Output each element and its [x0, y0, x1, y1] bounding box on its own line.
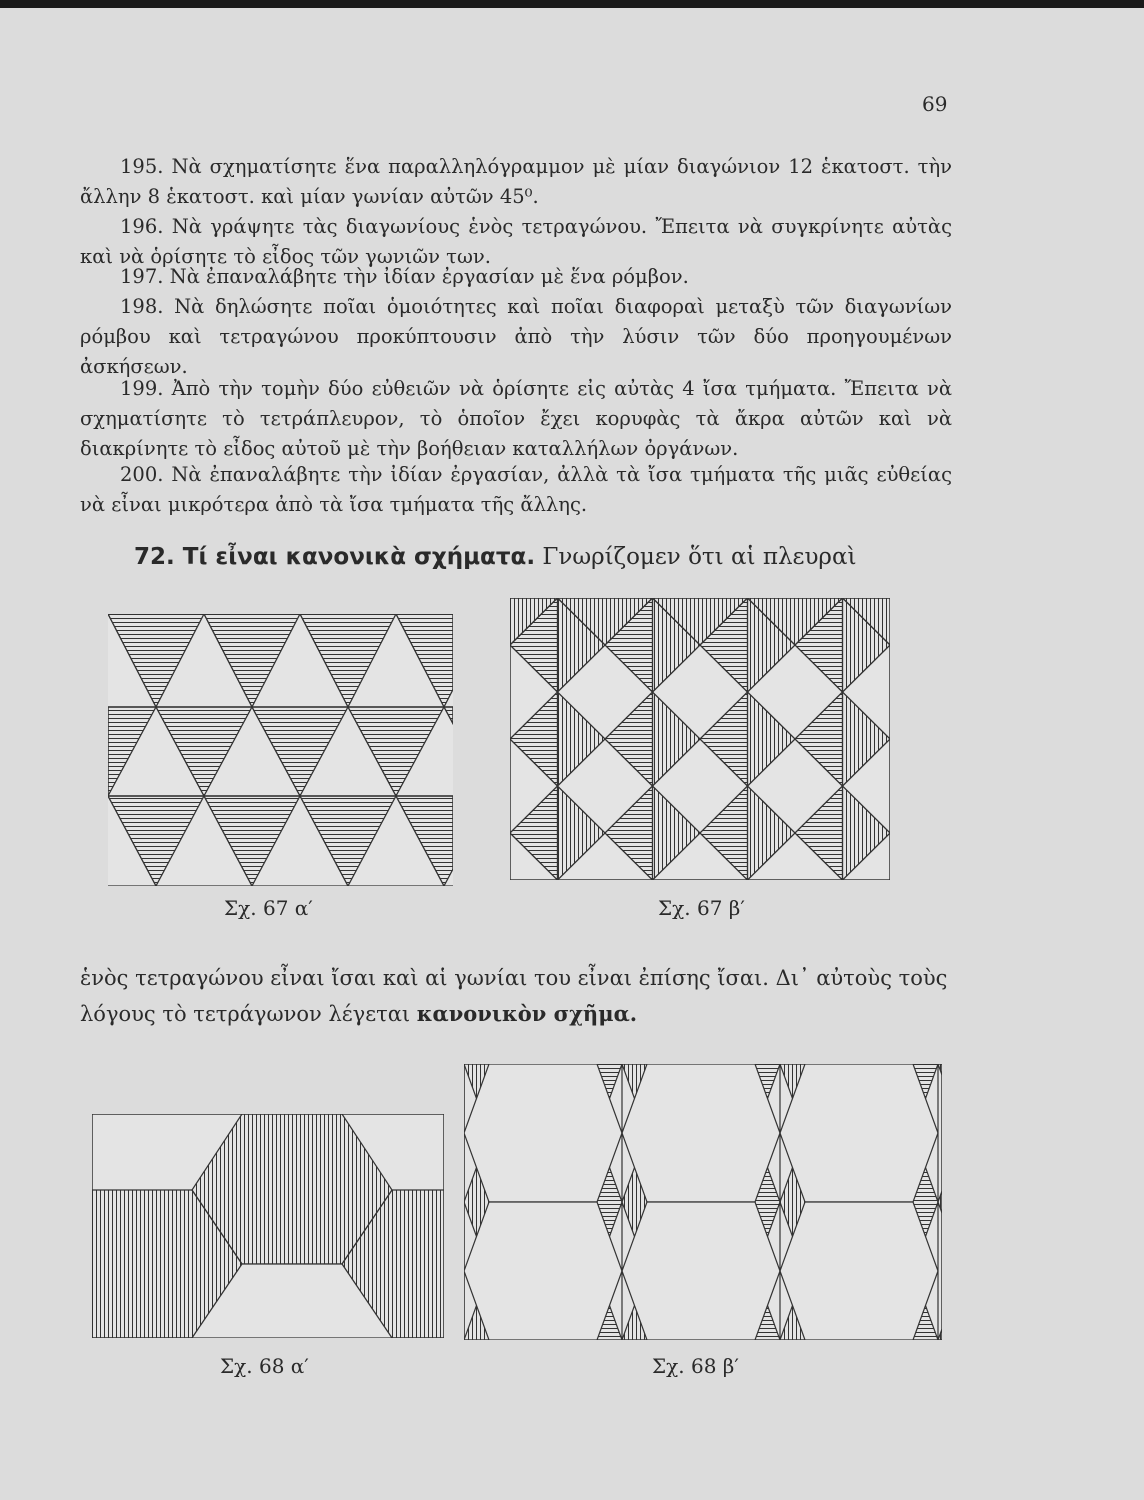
figure-68a-hexagon-strip	[92, 1114, 444, 1338]
exercise-number: 200.	[120, 463, 164, 486]
continuation-text: ἑνὸς τετραγώνου εἶναι ἴσαι καὶ αἱ γωνίαι του εἶναι ἐπίσης ἴσαι. Δι᾽ αὐτοὺς τοὺς λόγους τὸ τετράγωνον λέγεται	[80, 966, 948, 1026]
exercise-199	[80, 374, 952, 464]
exercise-number: 195.	[120, 155, 164, 178]
exercise-198	[80, 292, 952, 382]
caption-fig-67a: Σχ. 67 α′	[224, 896, 313, 920]
figure-68b-hexagon-tiling	[464, 1064, 942, 1340]
exercise-text: Νὰ ἐπαναλάβητε τὴν ἰδίαν ἐργασίαν, ἀλλὰ τὰ ἴσα τμήματα τῆς μιᾶς εὐθείας νὰ εἶναι μικρότερα ἀπὸ τὰ ἴσα τμήματα τῆς ἄλλης.	[80, 463, 952, 516]
exercise-number: 199.	[120, 377, 164, 400]
scan-top-border	[0, 0, 1144, 8]
exercise-195	[80, 152, 952, 212]
hexagon	[780, 1202, 938, 1340]
figure-67a-triangle-tiling	[108, 614, 453, 886]
hexagon	[780, 1064, 938, 1202]
hexagon	[464, 1202, 622, 1340]
exercise-text: Νὰ δηλώσητε ποῖαι ὁμοιότητες καὶ ποῖαι διαφοραὶ μεταξὺ τῶν διαγωνίων ρόμβου καὶ τετραγώνου προκύπτουσιν ἀπὸ τὴν λύσιν τῶν δύο προηγουμένων ἀσκήσεων.	[80, 295, 952, 378]
figure-67b-diamond-tiling	[510, 598, 890, 880]
exercise-number: 197.	[120, 265, 164, 288]
section-intro: Γνωρίζομεν ὅτι αἱ πλευραὶ	[542, 544, 857, 570]
exercise-text: Νὰ σχηματίσητε ἕνα παραλληλόγραμμον μὲ μίαν διαγώνιον 12 ἑκατοστ. τὴν ἄλλην 8 ἑκατοστ. καὶ μίαν γωνίαν αὐτῶν 45⁰.	[80, 155, 953, 208]
exercise-number: 198.	[120, 295, 164, 318]
exercise-text: Ἀπὸ τὴν τομὴν δύο εὐθειῶν νὰ ὁρίσητε εἰς αὐτὰς 4 ἴσα τμήματα. Ἔπειτα νὰ σχηματίσητε τὸ τετράπλευρον, τὸ ὁποῖον ἔχει κορυφὰς τὰ ἄκρα αὐτῶν καὶ νὰ διακρίνητε τὸ εἶδος αὐτοῦ μὲ τὴν βοήθειαν καταλλήλων ὀργάνων.	[80, 377, 952, 460]
page-number: 69	[922, 92, 948, 116]
hexagon	[622, 1064, 780, 1202]
hexagon	[464, 1064, 622, 1202]
caption-fig-67b: Σχ. 67 β′	[658, 896, 745, 920]
caption-fig-68b: Σχ. 68 β′	[652, 1354, 739, 1378]
exercise-number: 196.	[120, 215, 164, 238]
hexagon	[622, 1202, 780, 1340]
exercise-text: Νὰ γράψητε τὰς διαγωνίους ἑνὸς τετραγώνου. Ἔπειτα νὰ συγκρίνητε αὐτὰς καὶ νὰ ὁρίσητε τὸ εἶδος τῶν γωνιῶν των.	[80, 215, 952, 268]
defined-term: κανονικὸν σχῆμα.	[416, 1001, 638, 1026]
section-title: 72. Τί εἶναι κανονικὰ σχήματα.	[134, 544, 536, 570]
caption-fig-68a: Σχ. 68 α′	[220, 1354, 309, 1378]
section-continuation	[80, 960, 960, 1032]
exercise-200	[80, 460, 952, 520]
section-heading	[134, 544, 857, 570]
exercise-text: Νὰ ἐπαναλάβητε τὴν ἰδίαν ἐργασίαν μὲ ἕνα ρόμβον.	[169, 265, 689, 288]
exercise-197	[80, 262, 952, 292]
